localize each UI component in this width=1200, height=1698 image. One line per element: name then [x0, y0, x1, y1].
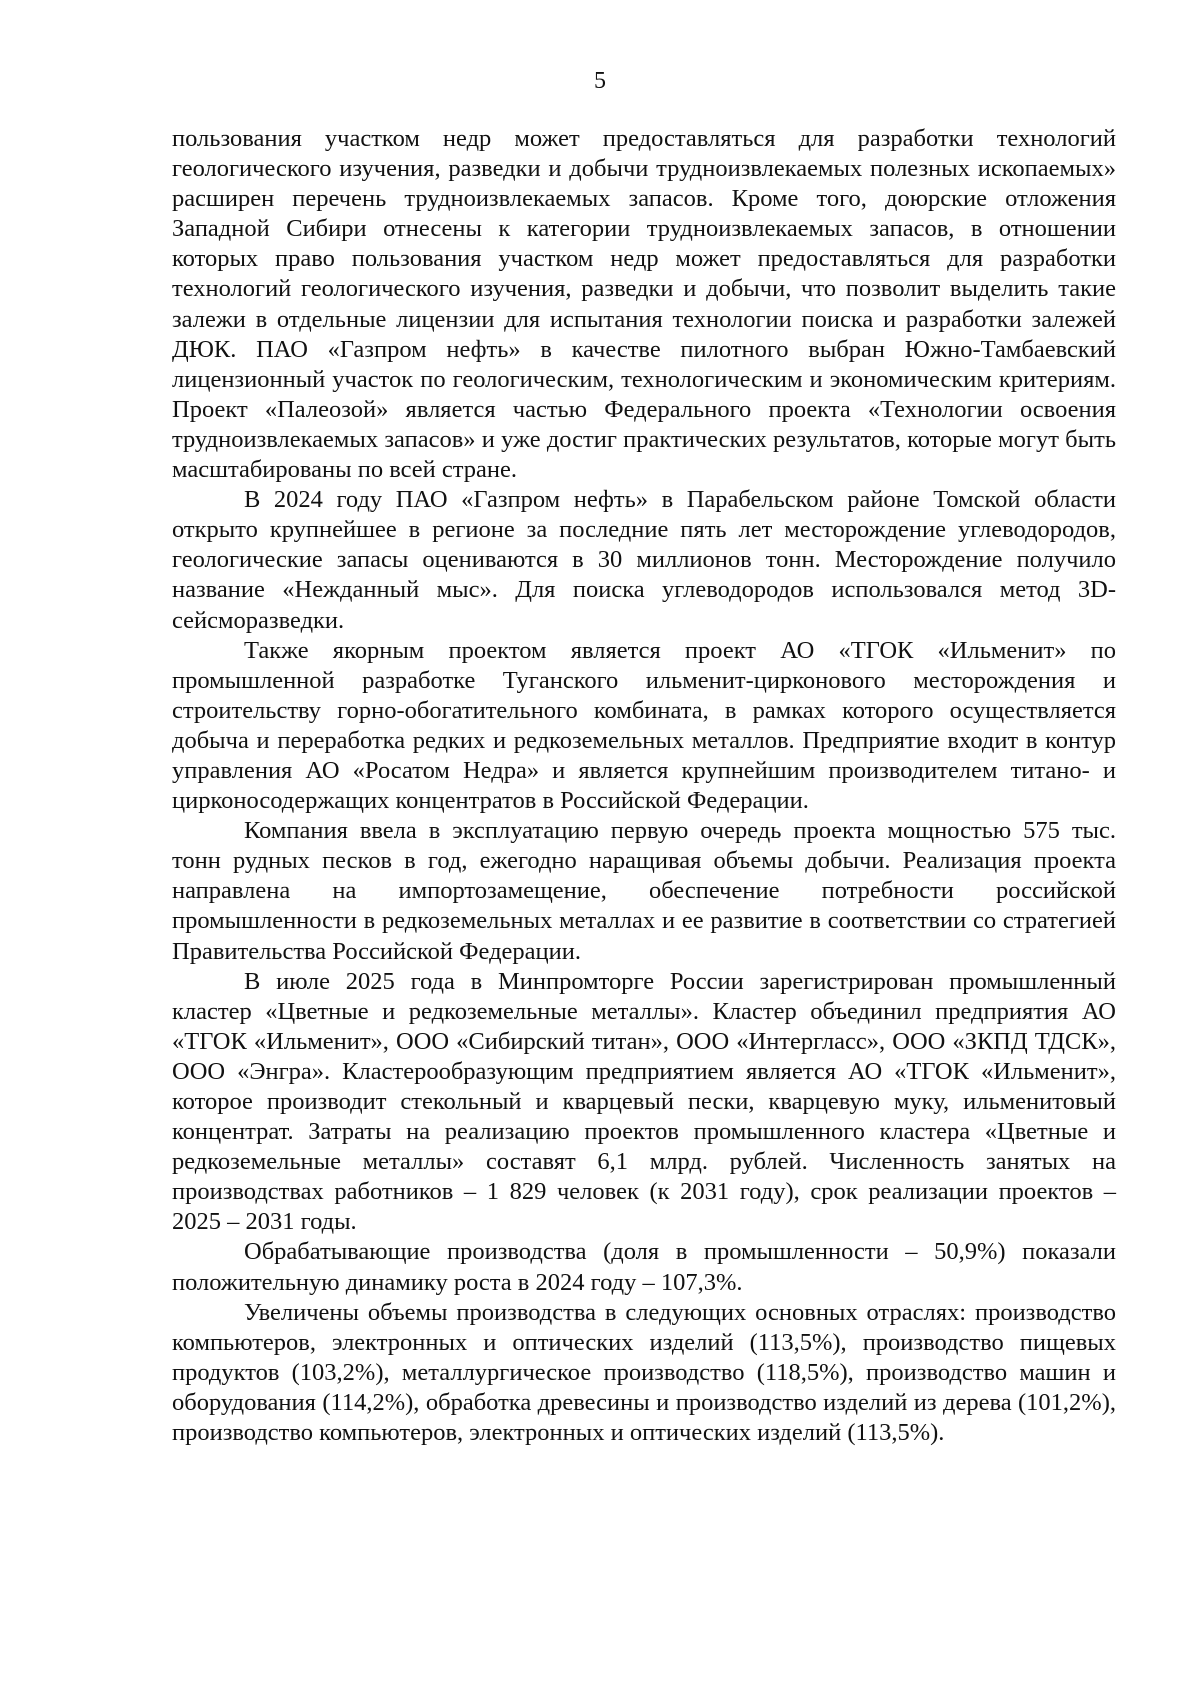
- paragraph-nezhdanny-mys: В 2024 году ПАО «Газпром нефть» в Парабельском районе Томской области открыто крупнейшее в регионе за последние пять лет месторождение углеводородов, геологические запасы оцениваются в 30 миллионов тонн. Месторождение получило название «Нежданный мыс». Для поиска углеводородов использовался метод 3D-сейсморазведки.: [172, 486, 1116, 634]
- document-body: [172, 124, 1116, 1448]
- paragraph-continuation: пользования участком недр может предоставляться для разработки технологий геологического изучения, разведки и добычи трудноизвлекаемых полезных ископаемых» расширен перечень трудноизвлекаемых запасов. Кроме того, доюрские отложения Западной Сибири отнесены к категории трудноизвлекаемых запасов, в отношении которых право пользования участком недр может предоставляться для разработки технологий геологического изучения, разведки и добычи, что позволит выделить такие залежи в отдельные лицензии для испытания технологии поиска и разработки залежей ДЮК. ПАО «Газпром нефть» в качестве пилотного выбран Южно-Тамбаевский лицензионный участок по геологическим, технологическим и экономическим критериям. Проект «Палеозой» является частью Федерального проекта «Технологии освоения трудноизвлекаемых запасов» и уже достиг практических результатов, которые могут быть масштабированы по всей стране.: [172, 125, 1116, 484]
- paragraph-first-stage: Компания ввела в эксплуатацию первую очередь проекта мощностью 575 тыс. тонн рудных песков в год, ежегодно наращивая объемы добычи. Реализация проекта направлена на импортозамещение, обеспечение потребности российской промышленности в редкоземельных металлах и ее развитие в соответствии со стратегией Правительства Российской Федерации.: [172, 817, 1116, 965]
- paragraph-manufacturing: Обрабатывающие производства (доля в промышленности – 50,9%) показали положительную динамику роста в 2024 году – 107,3%.: [172, 1238, 1116, 1296]
- paragraph-cluster: В июле 2025 года в Минпромторге России зарегистрирован промышленный кластер «Цветные и редкоземельные металлы». Кластер объединил предприятия АО «ТГОК «Ильменит», ООО «Сибирский титан», ООО «Интергласс», ООО «ЗКПД ТДСК», ООО «Энгра». Кластерообразующим предприятием является АО «ТГОК «Ильменит», которое производит стекольный и кварцевый пески, кварцевую муку, ильменитовый концентрат. Затраты на реализацию проектов промышленного кластера «Цветные и редкоземельные металлы» составят 6,1 млрд. рублей. Численность занятых на производствах работников – 1 829 человек (к 2031 году), срок реализации проектов – 2025 – 2031 годы.: [172, 967, 1116, 1236]
- paragraph-tgok-ilmenit: Также якорным проектом является проект АО «ТГОК «Ильменит» по промышленной разработке Туганского ильменит-цирконового месторождения и строительству горно-обогатительного комбината, в рамках которого осуществляется добыча и переработка редких и редкоземельных металлов. Предприятие входит в контур управления АО «Росатом Недра» и является крупнейшим производителем титано- и цирконосодержащих концентратов в Российской Федерации.: [172, 636, 1116, 815]
- paragraph-industries: Увеличены объемы производства в следующих основных отраслях: производство компьютеров, электронных и оптических изделий (113,5%), производство пищевых продуктов (103,2%), металлургическое производство (118,5%), производство машин и оборудования (114,2%), обработка древесины и производство изделий из дерева (101,2%), производство компьютеров, электронных и оптических изделий (113,5%).: [172, 1298, 1116, 1447]
- page-number: 5: [594, 68, 606, 94]
